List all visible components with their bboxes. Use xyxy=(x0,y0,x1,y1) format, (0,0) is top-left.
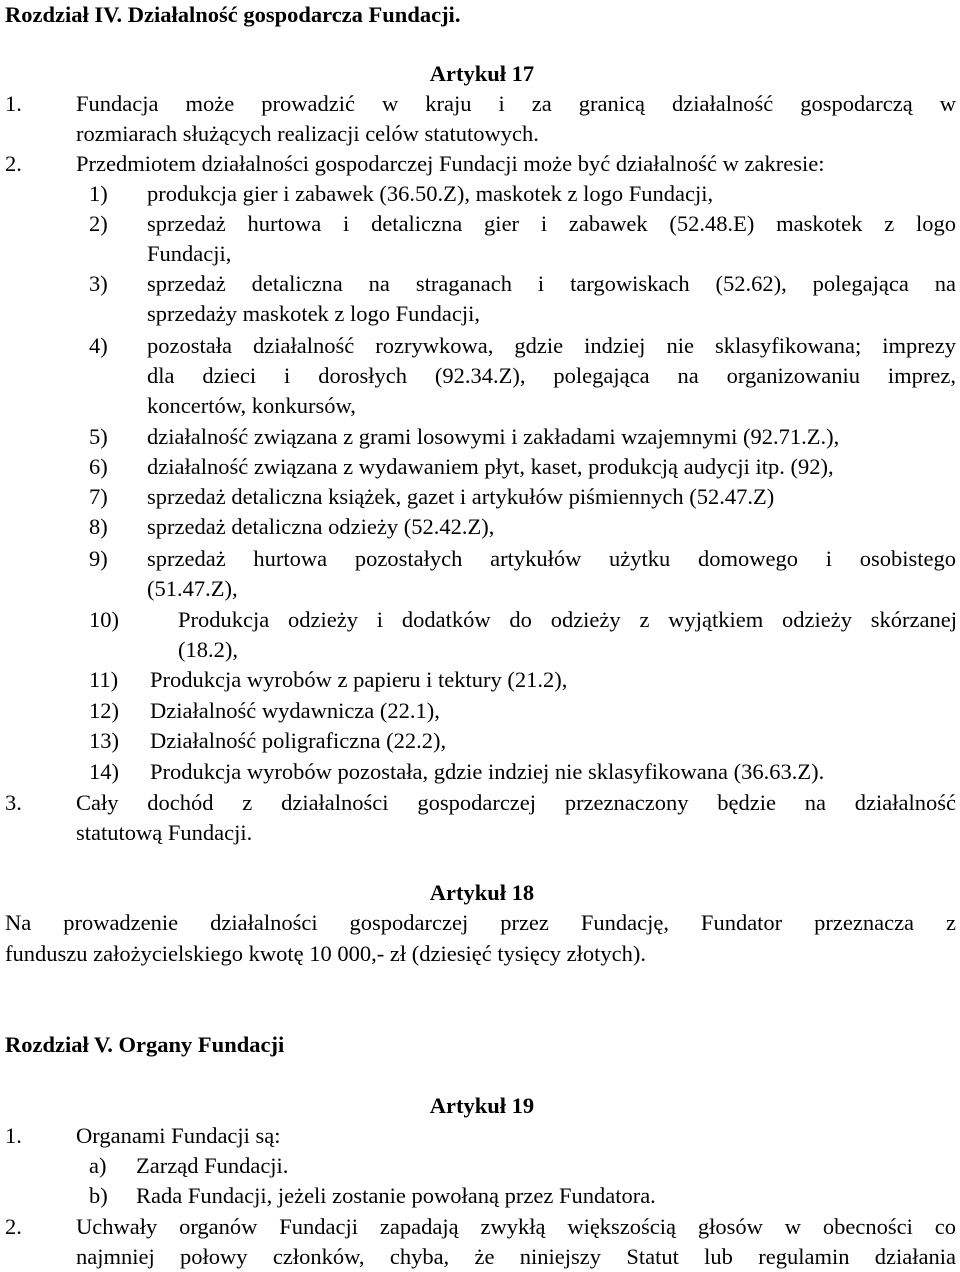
art19-b-text: Rada Fundacji, jeżeli zostanie powołaną przez Fundatora. xyxy=(136,1183,656,1208)
item-14-text: Produkcja wyrobów pozostała, gdzie indziej nie sklasyfikowana (36.63.Z). xyxy=(150,759,825,784)
item-3-line2: sprzedaży maskotek z logo Fundacji, xyxy=(147,301,481,326)
item-10-line2: (18.2), xyxy=(178,637,238,662)
art19-p2-line1: Uchwały organów Fundacji zapadają zwykłą większością głosów w obecności co xyxy=(76,1214,956,1239)
item-4-line2: dla dzieci i dorosłych (92.34.Z), polegająca na organizowaniu imprez, xyxy=(147,363,956,388)
art17-p3-line1: Cały dochód z działalności gospodarczej przeznaczony będzie na działalność xyxy=(76,790,956,815)
article-18-heading: Artykuł 18 xyxy=(429,880,535,905)
item-13-text: Działalność poligraficzna (22.2), xyxy=(150,728,447,753)
item-12-number: 12) xyxy=(89,698,119,723)
item-2-number: 2) xyxy=(89,211,108,236)
item-1-number: 1) xyxy=(89,181,108,206)
item-1-text: produkcja gier i zabawek (36.50.Z), maskotek z logo Fundacji, xyxy=(147,181,714,206)
item-11-text: Produkcja wyrobów z papieru i tektury (21.2), xyxy=(150,667,568,692)
item-6-text: działalność związana z wydawaniem płyt, kaset, produkcją audycji itp. (92), xyxy=(147,454,834,479)
item-11-number: 11) xyxy=(89,667,119,692)
item-8-number: 8) xyxy=(89,514,108,539)
item-14-number: 14) xyxy=(89,759,119,784)
item-9-number: 9) xyxy=(89,546,108,571)
art19-a-text: Zarząd Fundacji. xyxy=(136,1153,289,1178)
item-2-line2: Fundacji, xyxy=(147,241,232,266)
art17-p3-line2: statutową Fundacji. xyxy=(76,820,253,845)
item-7-text: sprzedaż detaliczna książek, gazet i artykułów piśmiennych (52.47.Z) xyxy=(147,484,775,509)
item-4-line1: pozostała działalność rozrywkowa, gdzie indziej nie sklasyfikowana; imprezy xyxy=(147,333,956,358)
item-4-line3: koncertów, konkursów, xyxy=(147,393,356,418)
item-9-line2: (51.47.Z), xyxy=(147,576,238,601)
item-9-line1: sprzedaż hurtowa pozostałych artykułów użytku domowego i osobistego xyxy=(147,546,956,571)
art17-p1-number: 1. xyxy=(5,91,22,116)
art19-p2-line2: najmniej połowy członków, chyba, że niniejszy Statut lub regulamin działania xyxy=(76,1244,956,1269)
article-17-heading: Artykuł 17 xyxy=(429,61,535,86)
art19-p1-number: 1. xyxy=(5,1123,22,1148)
item-4-number: 4) xyxy=(89,333,108,358)
art17-p2-number: 2. xyxy=(5,151,22,176)
article-19-heading: Artykuł 19 xyxy=(429,1093,535,1118)
art19-a-number: a) xyxy=(89,1153,107,1178)
item-10-line1: Produkcja odzieży i dodatków do odzieży z wyjątkiem odzieży skórzanej xyxy=(178,607,957,632)
item-6-number: 6) xyxy=(89,454,108,479)
item-3-number: 3) xyxy=(89,271,108,296)
item-12-text: Działalność wydawnicza (22.1), xyxy=(150,698,440,723)
chapter-5-title: Rozdział V. Organy Fundacji xyxy=(5,1032,285,1057)
art17-p2-line1: Przedmiotem działalności gospodarczej Fundacji może być działalność w zakresie: xyxy=(76,151,825,176)
item-7-number: 7) xyxy=(89,484,108,509)
item-3-line1: sprzedaż detaliczna na straganach i targowiskach (52.62), polegająca na xyxy=(147,271,956,296)
item-10-number: 10) xyxy=(89,607,119,632)
item-13-number: 13) xyxy=(89,728,119,753)
art19-p1-line1: Organami Fundacji są: xyxy=(76,1123,281,1148)
item-5-number: 5) xyxy=(89,424,108,449)
art17-p1-line2: rozmiarach służących realizacji celów statutowych. xyxy=(76,121,539,146)
art19-b-number: b) xyxy=(89,1183,108,1208)
art17-p1-line1: Fundacja może prowadzić w kraju i za granicą działalność gospodarczą w xyxy=(76,91,956,116)
art17-p3-number: 3. xyxy=(5,790,22,815)
art19-p2-number: 2. xyxy=(5,1214,22,1239)
art18-line2: funduszu założycielskiego kwotę 10 000,- zł (dziesięć tysięcy złotych). xyxy=(5,941,647,966)
item-2-line1: sprzedaż hurtowa i detaliczna gier i zabawek (52.48.E) maskotek z logo xyxy=(147,211,956,236)
item-5-text: działalność związana z grami losowymi i zakładami wzajemnymi (92.71.Z.), xyxy=(147,424,840,449)
chapter-4-title: Rozdział IV. Działalność gospodarcza Fundacji. xyxy=(5,2,461,27)
art18-line1: Na prowadzenie działalności gospodarczej przez Fundację, Fundator przeznacza z xyxy=(5,910,956,935)
item-8-text: sprzedaż detaliczna odzieży (52.42.Z), xyxy=(147,514,495,539)
